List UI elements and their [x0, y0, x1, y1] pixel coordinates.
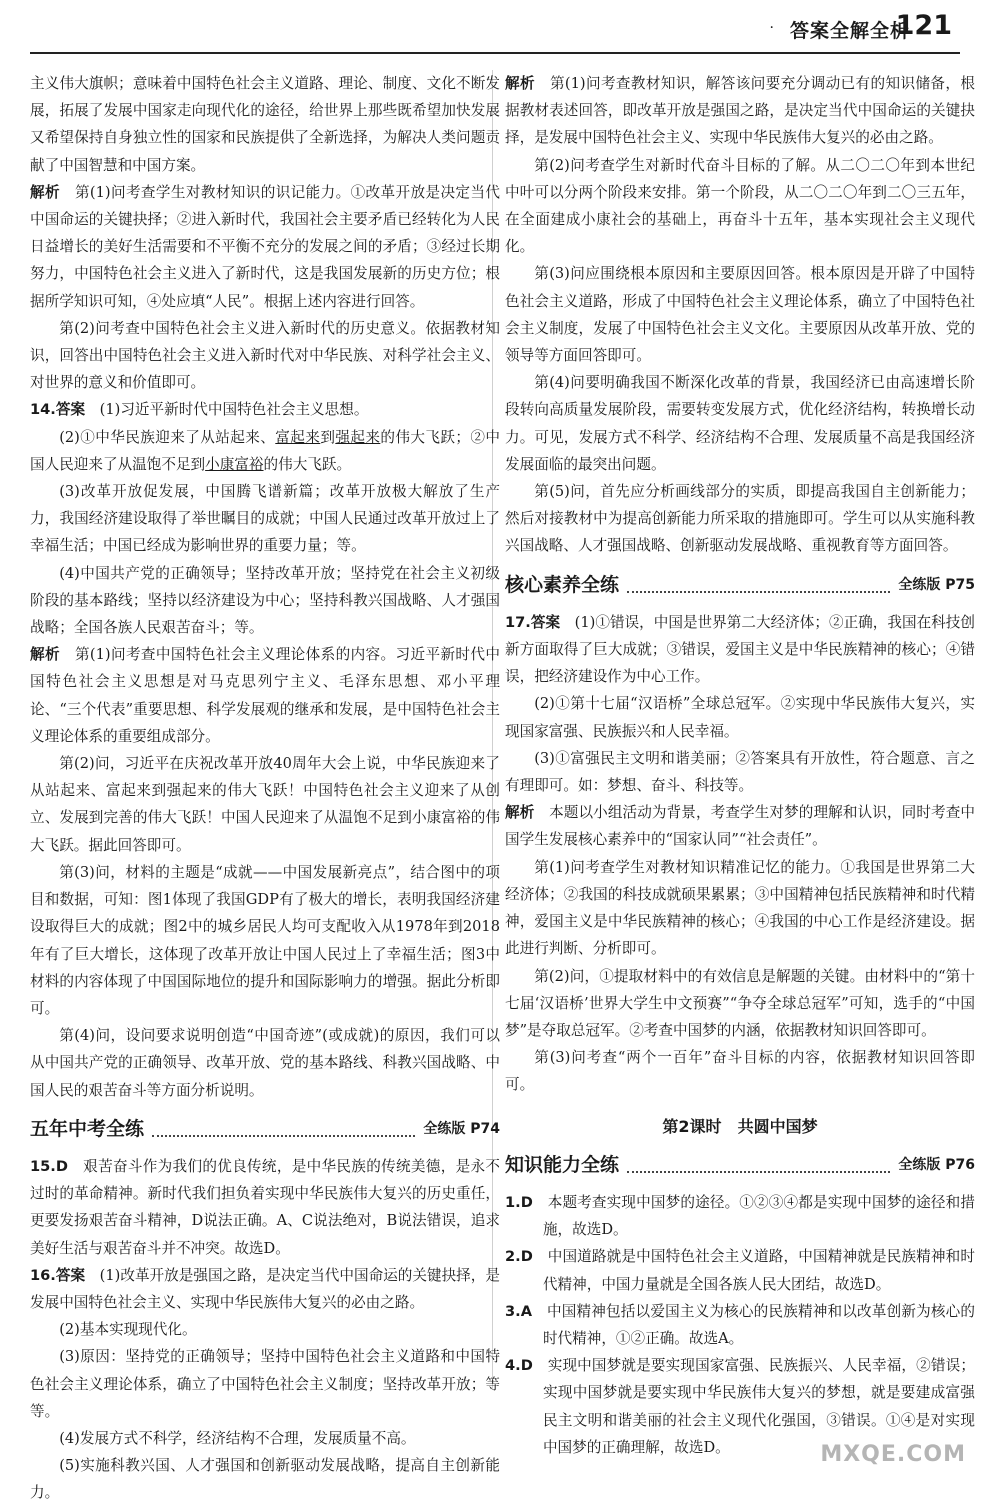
analysis-label: 解析 — [505, 804, 535, 822]
q14-a2-underline-2: 强起来 — [335, 428, 381, 446]
q14-a2b-underline: 小康富裕 — [205, 455, 264, 473]
item-1 — [505, 1189, 975, 1243]
analysis-label: 解析 — [505, 75, 535, 92]
q16-analysis-text: 第(1)问考查教材知识，解答该问要充分调动已有的知识储备，根据教材表述回答，即改革开放是强国之路，是决定当代中国命运的关键抉择，是发展中国特色社会主义、实现中华民族伟大复兴的必由之路。 — [505, 75, 975, 147]
lesson-number: 第2课时 — [662, 1116, 722, 1136]
q14-a2b-pre: ②中国人民迎来了从温饱不足到 — [30, 428, 500, 473]
q16-answer-2: (2)基本实现现代化。 — [59, 1321, 197, 1339]
q17-analysis-text: 本题以小组活动为背景，考查学生对梦的理解和认识，同时考查中国学生发展核心素养中的“国家认同”“社会责任”。 — [505, 804, 975, 849]
q14-analysis-3: 第(3)问，材料的主题是“成就——中国发展新亮点”，结合图中的项目和数据，可知：图1体现了我国GDP有了极大的增长，表明我国经济建设取得巨大的成就；图2中的城乡居民人均可支配收入从1978年到2018年有了巨大增长，这体现了改革开放让中国人民过上了幸福生活；图3中材料的内容体现了中国国际地位的提升和国际影响力的增强。据此分析即可。 — [30, 863, 500, 1017]
q16-answer-3: (3)原因：坚持党的正确领导；坚持中国特色社会主义道路和中国特色社会主义理论体系，确立了中国特色社会主义制度；坚持改革开放；等等。 — [30, 1348, 500, 1420]
section-dots — [627, 591, 890, 593]
analysis-label: 解析 — [30, 646, 60, 664]
q14-answer-1: (1)习近平新时代中国特色社会主义思想。 — [99, 401, 369, 419]
left-column — [30, 70, 500, 1507]
q16-answer-1: (1)改革开放是强国之路，是决定当代中国命运的关键抉择，是发展中国特色社会主义、实现中华民族伟大复兴的必由之路。 — [30, 1266, 500, 1311]
q17-answer-2: (2)①第十七届“汉语桥”全球总冠军。②实现中华民族伟大复兴，实现国家富强、民族振兴和人民幸福。 — [505, 695, 975, 740]
analysis-label: 解析 — [30, 183, 60, 201]
page-number: 121 — [895, 10, 952, 41]
q15-label: 15.D — [30, 1157, 68, 1175]
q17-label: 17.答案 — [505, 613, 561, 631]
section-title: 知识能力全练 — [505, 1153, 620, 1176]
item-2-text: 中国道路就是中国特色社会主义道路，中国精神就是民族精神和时代精神，中国力量就是全国各族人民大团结，故选D。 — [542, 1248, 975, 1293]
item-3-text: 中国精神包括以爱国主义为核心的民族精神和以改革创新为核心的时代精神，①②正确。故选A。 — [542, 1302, 975, 1347]
item-1-text: 本题考查实现中国梦的途径。①②③④都是实现中国梦的途径和措施，故选D。 — [542, 1193, 975, 1239]
q14-a2-pre: (2)①中华民族迎来了从站起来、 — [59, 428, 276, 446]
item-2-label: 2.D — [505, 1248, 533, 1266]
section-ref: 全练版 P75 — [898, 576, 975, 593]
lesson-title — [505, 1113, 975, 1140]
item-1-label: 1.D — [505, 1193, 533, 1211]
q14-analysis-text: 第(1)问考查中国特色社会主义理论体系的内容。习近平新时代中国特色社会主义思想是对马克思列宁主义、毛泽东思想、邓小平理论、“三个代表”重要思想、科学发展观的继承和发展，是中国特色社会主义理论体系的重要组成部分。 — [30, 646, 500, 745]
q14-answer — [30, 396, 500, 423]
q16-answer-5: (5)实施科教兴国、人才强国和创新驱动发展战略，提高自主创新能力。 — [30, 1457, 500, 1502]
q17-analysis-2: 第(1)问考查学生对教材知识精准记忆的能力。①我国是世界第二大经济体；②我国的科技成就硕果累累；③中国精神包括民族精神和时代精神，爱国主义是中华民族精神的核心；④我国的中心工作是经济建设。据此进行判断、分析即可。 — [505, 858, 975, 958]
item-2 — [505, 1243, 975, 1297]
q16-analysis-3: 第(3)问应围绕根本原因和主要原因回答。根本原因是开辟了中国特色社会主义道路，形成了中国特色社会主义理论体系，确立了中国特色社会主义制度，发展了中国特色社会主义文化。主要原因从改革开放、党的领导等方面回答即可。 — [505, 265, 975, 365]
q17-answer-1: (1)①错误，中国是世界第二大经济体；②正确，我国在科技创新方面取得了巨大成就；③错误，爱国主义是中华民族精神的核心；④错误，把经济建设作为中心工作。 — [505, 613, 975, 686]
q16-analysis-4: 第(4)问要明确我国不断深化改革的背景，我国经济已由高速增长阶段转向高质量发展阶段，需要转变发展方式，优化经济结构，转换增长动力。可见，发展方式不科学、经济结构不合理、发展质量不高是我国经济发展面临的最突出问题。 — [505, 374, 975, 473]
header-dot: · — [769, 20, 774, 36]
q13-analysis — [30, 179, 500, 315]
q16-answer-4: (4)发展方式不科学，经济结构不合理，发展质量不高。 — [59, 1429, 416, 1447]
q16-answer — [30, 1262, 500, 1316]
q16-analysis-2: 第(2)问考查学生对新时代奋斗目标的了解。从二〇二〇年到本世纪中叶可以分两个阶段来安排。第一个阶段，从二〇二〇年到二〇三五年，在全面建成小康社会的基础上，再奋斗十五年，基本实现社会主义现代化。 — [505, 156, 975, 256]
q14-a2-post: 的伟大飞跃； — [380, 428, 470, 446]
header-title: 答案全解全析 — [789, 20, 910, 42]
q17-answer-3: (3)①富强民主文明和谐美丽；②答案具有开放性，符合题意、言之有理即可。如：梦想、奋斗、科技等。 — [505, 749, 975, 795]
lesson-name: 共圆中国梦 — [737, 1116, 818, 1136]
q17-analysis-3: 第(2)问，①提取材料中的有效信息是解题的关键。由材料中的“第十七届‘汉语桥’世界大学生中文预赛”“争夺全球总冠军”可知，选手的“中国梦”是夺取总冠军。②考查中国梦的内涵，依据教材知识回答即可。 — [505, 967, 975, 1039]
q15-answer — [30, 1153, 500, 1262]
q17-answer — [505, 609, 975, 691]
section-header-five-year — [30, 1116, 500, 1143]
right-column — [505, 70, 975, 1461]
q13-analysis-text: 第(1)问考查学生对教材知识的识记能力。①改革开放是决定当代中国命运的关键抉择；②进入新时代，我国社会主要矛盾已经转化为人民日益增长的美好生活需要和不平衡不充分的发展之间的矛盾；③经过长期努力，中国特色社会主义进入了新时代，这是我国发展新的历史方位；根据所学知识可知，④处应填“人民”。根据上述内容进行回答。 — [30, 183, 500, 310]
q14-answer-3: (3)改革开放促发展，中国腾飞谱新篇；改革开放极大解放了生产力，我国经济建设取得了举世瞩目的成就；中国人民通过改革开放过上了幸福生活；中国已经成为影响世界的重要力量；等。 — [30, 483, 500, 555]
q13-continued: 主义伟大旗帜；意味着中国特色社会主义道路、理论、制度、文化不断发展，拓展了发展中国家走向现代化的途径，给世界上那些既希望加快发展又希望保持自身独立性的国家和民族提供了全新选择，为解决人类问题贡献了中国智慧和中国方案。 — [30, 75, 500, 174]
item-4-text: 实现中国梦就是要实现国家富强、民族振兴、人民幸福，②错误；实现中国梦就是要实现中华民族伟大复兴的梦想，就是要建成富强民主文明和谐美丽的社会主义现代化强国，③错误。①④是对实现中国梦的正确理解，故选D。 — [542, 1357, 975, 1456]
q14-analysis-4: 第(4)问，设问要求说明创造“中国奇迹”(或成就)的原因，我们可以从中国共产党的正确领导、改革开放、党的基本路线、科教兴国战略、中国人民的艰苦奋斗等方面分析说明。 — [30, 1027, 500, 1099]
section-title: 五年中考全练 — [30, 1117, 145, 1140]
q17-analysis-4: 第(3)问考查“两个一百年”奋斗目标的内容，依据教材知识回答即可。 — [505, 1049, 975, 1094]
q14-analysis-2: 第(2)问，习近平在庆祝改革开放40周年大会上说，中华民族迎来了从站起来、富起来到强起来的伟大飞跃！中国特色社会主义迎来了从创立、发展到完善的伟大飞跃！中国人民迎来了从温饱不足到小康富裕的伟大飞跃。据此回答即可。 — [30, 755, 500, 854]
q14-a2-underline-1: 富起来 — [275, 428, 321, 446]
q16-label: 16.答案 — [30, 1266, 86, 1284]
q14-a2b-post: 的伟大飞跃。 — [263, 455, 352, 473]
header-rule — [30, 52, 960, 54]
section-dots — [627, 1171, 890, 1173]
section-ref: 全练版 P76 — [898, 1156, 975, 1173]
q14-analysis — [30, 641, 500, 750]
section-ref: 全练版 P74 — [423, 1120, 500, 1137]
section-header-core-literacy — [505, 572, 975, 599]
q16-analysis — [505, 70, 975, 152]
page-header — [0, 0, 1000, 60]
q14-answer-2 — [30, 424, 500, 478]
q14-label: 14.答案 — [30, 401, 86, 419]
item-3-label: 3.A — [505, 1302, 532, 1320]
section-title: 核心素养全练 — [505, 573, 620, 596]
item-4-label: 4.D — [505, 1357, 533, 1375]
q16-analysis-5: 第(5)问，首先应分析画线部分的实质，即提高我国自主创新能力；然后对接教材中为提高创新能力所采取的措施即可。学生可以从实施科教兴国战略、人才强国战略、创新驱动发展战略、重视教育等方面回答。 — [505, 483, 975, 555]
q17-analysis — [505, 799, 975, 853]
q13-analysis-2: 第(2)问考查中国特色社会主义进入新时代的历史意义。依据教材知识，回答出中国特色社会主义进入新时代对中华民族、对科学社会主义、对世界的意义和价值即可。 — [30, 319, 500, 392]
q14-answer-4: (4)中国共产党的正确领导；坚持改革开放；坚持党在社会主义初级阶段的基本路线；坚持以经济建设为中心；坚持科教兴国战略、人才强国战略；全国各族人民艰苦奋斗；等。 — [30, 564, 500, 637]
item-3 — [505, 1298, 975, 1352]
watermark-text: MXQE.COM — [820, 1442, 966, 1467]
q15-text: 艰苦奋斗作为我们的优良传统，是中华民族的传统美德，是永不过时的革命精神。新时代我们担负着实现中华民族伟大复兴的历史重任，更要发扬艰苦奋斗精神，D说法正确。A、C说法绝对，B说法错误，追求美好生活与艰苦奋斗并不冲突。故选D。 — [30, 1157, 500, 1257]
q14-a2-mid: 到 — [320, 428, 336, 446]
section-header-knowledge — [505, 1152, 975, 1179]
section-dots — [152, 1135, 415, 1137]
